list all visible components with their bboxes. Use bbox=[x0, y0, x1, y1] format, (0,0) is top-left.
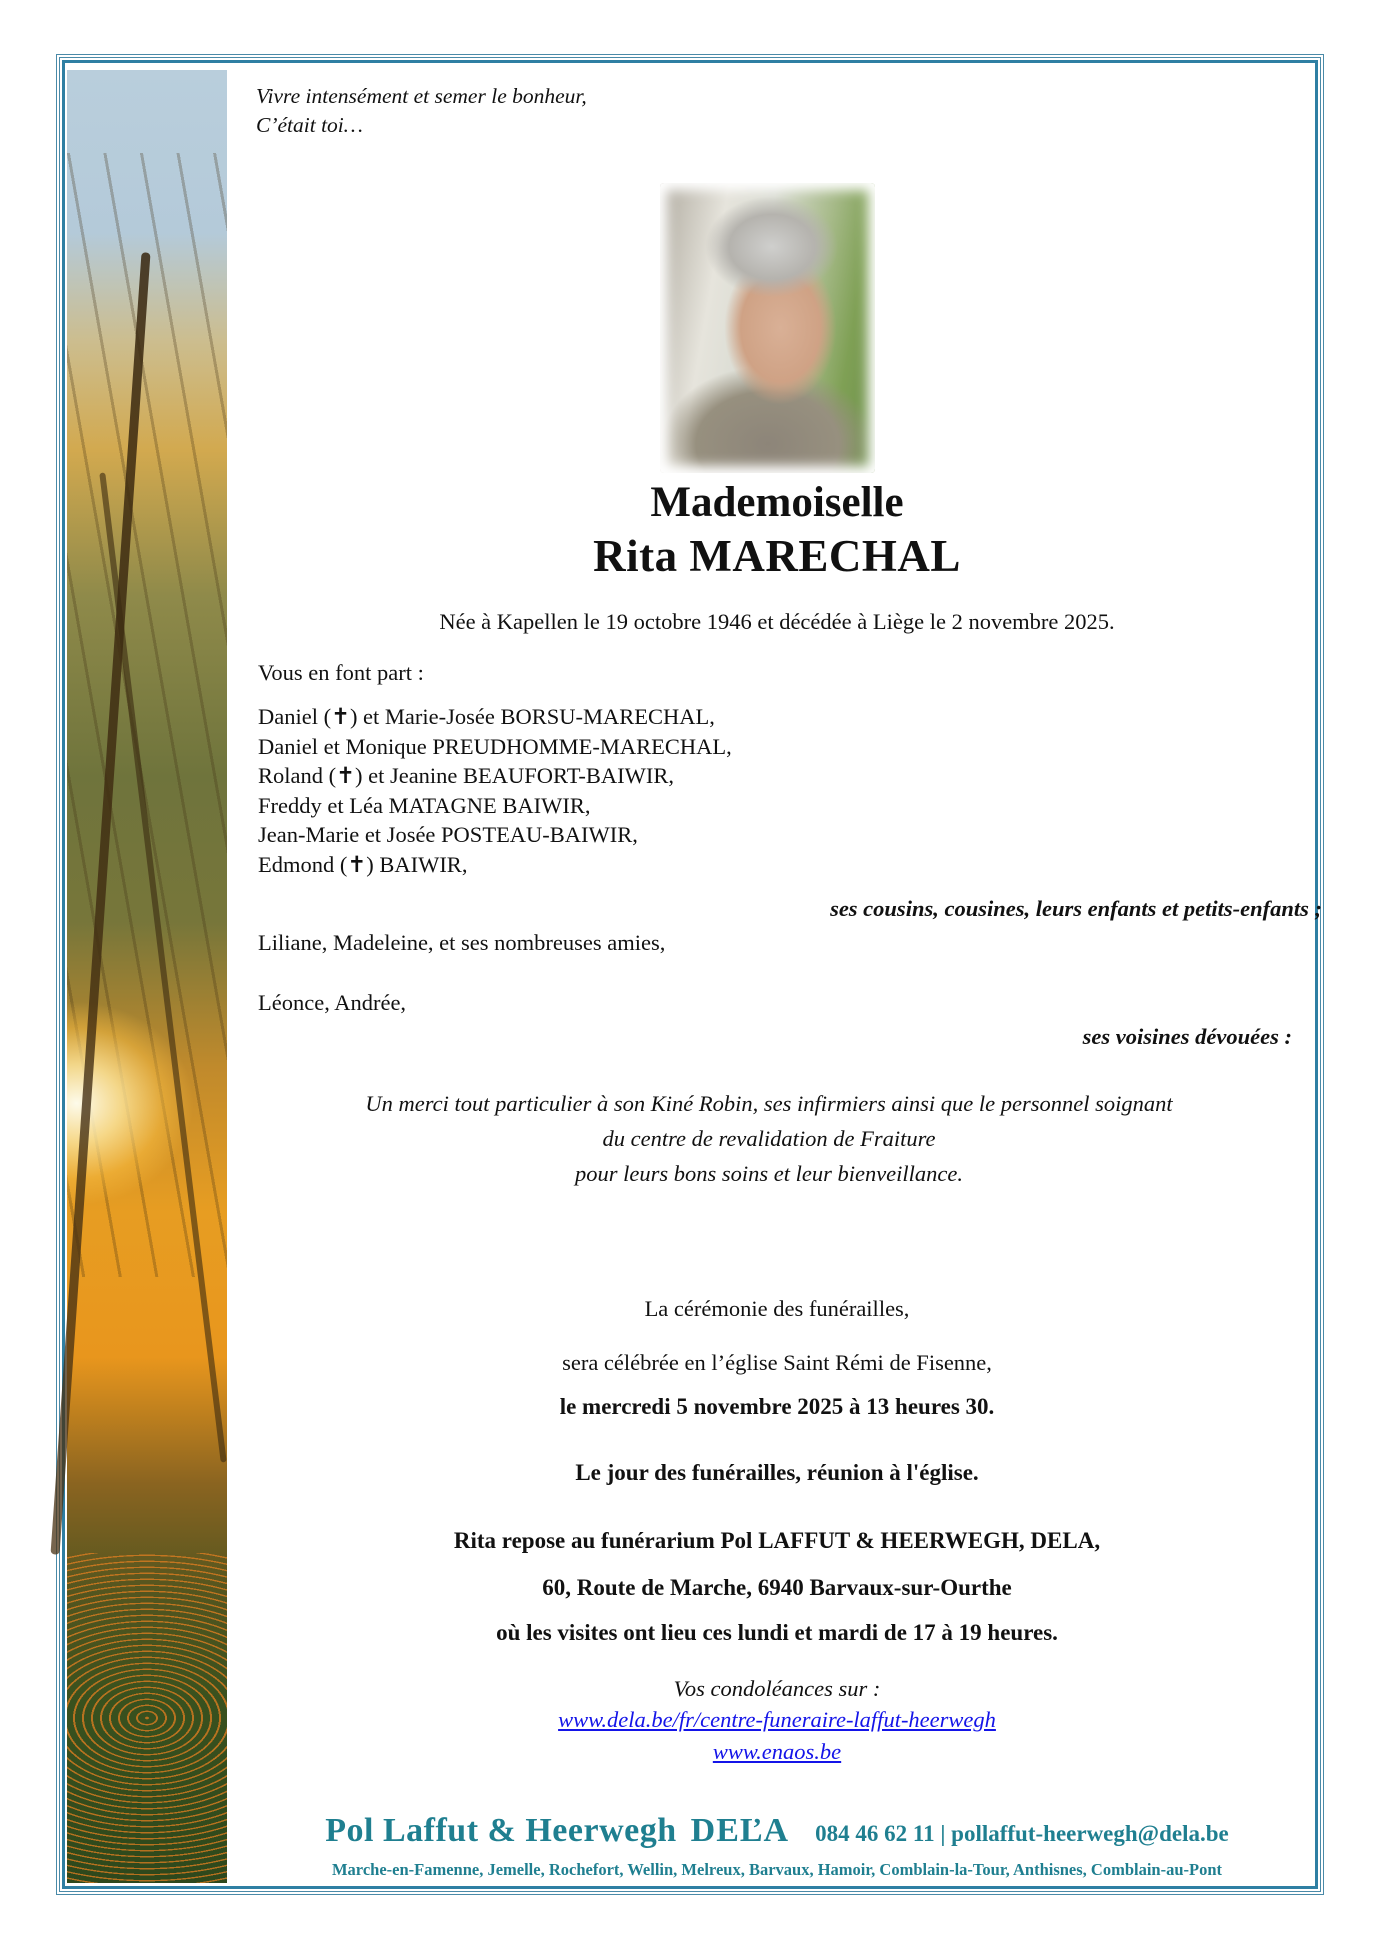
family-role-line: ses cousins, cousines, leurs enfants et petits-enfants ; bbox=[830, 896, 1322, 921]
family-member: Edmond (✝) BAIWIR, bbox=[258, 851, 468, 877]
salutation: Mademoiselle bbox=[650, 479, 904, 526]
thanks-line-3: pour leurs bons soins et leur bienveillance. bbox=[574, 1161, 964, 1186]
dela-logo: DEĽA bbox=[690, 1812, 790, 1849]
branch-towns-line: Marche-en-Famenne, Jemelle, Rochefort, Wellin, Melreux, Barvaux, Hamoir, Comblain-la-Tour, Anthisnes, Comblain-au-Pont bbox=[331, 1860, 1223, 1879]
condolences-label: Vos condoléances sur : bbox=[673, 1676, 881, 1701]
family-member: Freddy et Léa MATAGNE BAIWIR, bbox=[258, 792, 591, 818]
dela-condolences-link[interactable]: www.dela.be/fr/centre-funeraire-laffut-heerwegh bbox=[558, 1707, 996, 1732]
reunion-line: Le jour des funérailles, réunion à l'église. bbox=[575, 1460, 979, 1485]
visits-line: où les visites ont lieu ces lundi et mardi de 17 à 19 heures. bbox=[496, 1620, 1058, 1645]
announcement-intro: Vous en font part : bbox=[258, 660, 424, 685]
deceased-name: Rita MARECHAL bbox=[593, 531, 961, 581]
neighbors-role-line: ses voisines dévouées : bbox=[1082, 1024, 1292, 1049]
thanks-paragraph bbox=[232, 1086, 1306, 1191]
thanks-line-1: Un merci tout particulier à son Kiné Robin, ses infirmiers ainsi que le personnel soignant bbox=[365, 1091, 1173, 1116]
ceremony-line-1: La cérémonie des funérailles, bbox=[644, 1296, 910, 1321]
ceremony-line-2: sera célébrée en l’église Saint Rémi de Fisenne, bbox=[562, 1350, 992, 1375]
autumn-photo-strip bbox=[67, 70, 227, 1883]
quote-line-1: Vivre intensément et semer le bonheur, bbox=[256, 84, 587, 108]
enaos-link[interactable]: www.enaos.be bbox=[712, 1739, 842, 1764]
family-member: Jean-Marie et Josée POSTEAU-BAIWIR, bbox=[258, 822, 638, 848]
friends-line: Liliane, Madeleine, et ses nombreuses amies, bbox=[258, 930, 666, 955]
condolences-link-wrap bbox=[232, 1707, 1322, 1733]
tree-branch-art bbox=[99, 472, 226, 1462]
ceremony-date-line: le mercredi 5 novembre 2025 à 13 heures 30. bbox=[559, 1394, 995, 1419]
family-member: Daniel (✝) et Marie-Josée BORSU-MARECHAL, bbox=[258, 704, 715, 729]
portrait-photo bbox=[660, 183, 875, 473]
enaos-link-wrap bbox=[232, 1739, 1322, 1765]
thanks-line-2: du centre de revalidation de Fraiture bbox=[602, 1126, 936, 1151]
phone-email-line[interactable]: 084 46 62 11 | pollaffut-heerwegh@dela.be bbox=[815, 1821, 1229, 1846]
funeral-home-brand-row bbox=[232, 1812, 1322, 1850]
funeral-home-name: Pol Laffut & Heerwegh bbox=[325, 1812, 677, 1849]
opening-quote bbox=[256, 82, 956, 140]
funerarium-address: 60, Route de Marche, 6940 Barvaux-sur-Ourthe bbox=[542, 1575, 1012, 1600]
neighbors-line: Léonce, Andrée, bbox=[258, 990, 407, 1015]
family-list bbox=[258, 702, 1258, 880]
family-member: Roland (✝) et Jeanine BEAUFORT-BAIWIR, bbox=[258, 763, 674, 789]
birth-death-line: Née à Kapellen le 19 octobre 1946 et décédée à Liège le 2 novembre 2025. bbox=[439, 609, 1115, 634]
quote-line-2: C’était toi… bbox=[256, 113, 363, 137]
repose-line: Rita repose au funérarium Pol LAFFUT & HEERWEGH, DELA, bbox=[453, 1528, 1101, 1553]
card-content bbox=[232, 54, 1322, 1893]
funeral-home-footer bbox=[232, 1812, 1322, 1880]
family-member: Daniel et Monique PREUDHOMME-MARECHAL, bbox=[258, 733, 732, 759]
